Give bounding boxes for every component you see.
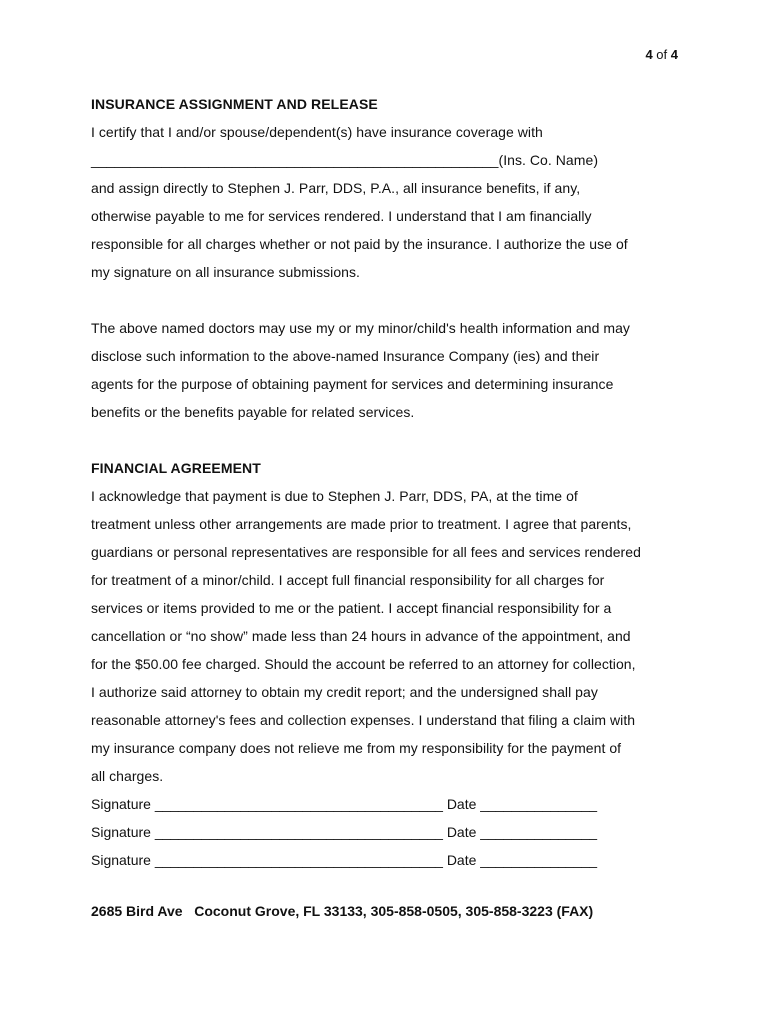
paragraph-line: responsible for all charges whether or not paid by the insurance. I authorize the use of bbox=[91, 236, 628, 252]
financial-heading: FINANCIAL AGREEMENT bbox=[91, 460, 261, 476]
paragraph-line: for treatment of a minor/child. I accept full financial responsibility for all charges for bbox=[91, 572, 605, 588]
date-line[interactable]: _______________ bbox=[480, 796, 598, 812]
paragraph-line: guardians or personal representatives are responsible for all fees and services rendered bbox=[91, 544, 641, 560]
financial-paragraph bbox=[91, 482, 691, 790]
insurance-paragraph-1 bbox=[91, 118, 691, 286]
paragraph-line: I authorize said attorney to obtain my credit report; and the undersigned shall pay bbox=[91, 684, 598, 700]
paragraph-line: for the $50.00 fee charged. Should the account be referred to an attorney for collection, bbox=[91, 656, 636, 672]
date-label: Date bbox=[446, 796, 477, 812]
paragraph-line: benefits or the benefits payable for related services. bbox=[91, 404, 415, 420]
date-line[interactable]: _______________ bbox=[480, 852, 598, 868]
paragraph-line: and assign directly to Stephen J. Parr, DDS, P.A., all insurance benefits, if any, bbox=[91, 180, 581, 196]
signature-label: Signature bbox=[91, 796, 151, 812]
date-label: Date bbox=[446, 852, 477, 868]
paragraph-line: The above named doctors may use my or my minor/child's health information and may bbox=[91, 320, 630, 336]
signature-line[interactable]: _____________________________________ bbox=[154, 852, 443, 868]
date-line[interactable]: _______________ bbox=[480, 824, 598, 840]
signature-line[interactable]: _____________________________________ bbox=[154, 796, 443, 812]
signature-row bbox=[91, 846, 691, 874]
signature-block bbox=[91, 790, 691, 874]
paragraph-line: disclose such information to the above-named Insurance Company (ies) and their bbox=[91, 348, 600, 364]
paragraph-line: cancellation or “no show” made less than 24 hours in advance of the appointment, and bbox=[91, 628, 631, 644]
document-body bbox=[91, 92, 691, 874]
paragraph-line: services or items provided to me or the patient. I accept financial responsibility for a bbox=[91, 600, 612, 616]
paragraph-line: I certify that I and/or spouse/dependent(s) have insurance coverage with bbox=[91, 124, 543, 140]
page-current: 4 bbox=[645, 47, 653, 62]
paragraph-line: all charges. bbox=[91, 768, 164, 784]
paragraph-line: my signature on all insurance submissions. bbox=[91, 264, 361, 280]
footer-address: 2685 Bird Ave Coconut Grove, FL 33133, 305-858-0505, 305-858-3223 (FAX) bbox=[91, 903, 594, 919]
paragraph-line: reasonable attorney's fees and collection expenses. I understand that filing a claim with bbox=[91, 712, 636, 728]
paragraph-line: my insurance company does not relieve me from my responsibility for the payment of bbox=[91, 740, 622, 756]
signature-row bbox=[91, 790, 691, 818]
paragraph-line: I acknowledge that payment is due to Stephen J. Parr, DDS, PA, at the time of bbox=[91, 488, 578, 504]
paragraph-line: otherwise payable to me for services rendered. I understand that I am financially bbox=[91, 208, 592, 224]
signature-line[interactable]: _____________________________________ bbox=[154, 824, 443, 840]
signature-label: Signature bbox=[91, 852, 151, 868]
insurance-company-blank: ____________________________________________________(Ins. Co. Name) bbox=[91, 152, 599, 168]
page-total: 4 bbox=[670, 47, 678, 62]
page-indicator bbox=[645, 47, 678, 62]
insurance-paragraph-2 bbox=[91, 314, 691, 426]
paragraph-line: treatment unless other arrangements are made prior to treatment. I agree that parents, bbox=[91, 516, 632, 532]
signature-row bbox=[91, 818, 691, 846]
insurance-heading: INSURANCE ASSIGNMENT AND RELEASE bbox=[91, 96, 378, 112]
page-of-label: of bbox=[656, 47, 668, 62]
paragraph-line: agents for the purpose of obtaining payment for services and determining insurance bbox=[91, 376, 614, 392]
date-label: Date bbox=[446, 824, 477, 840]
signature-label: Signature bbox=[91, 824, 151, 840]
